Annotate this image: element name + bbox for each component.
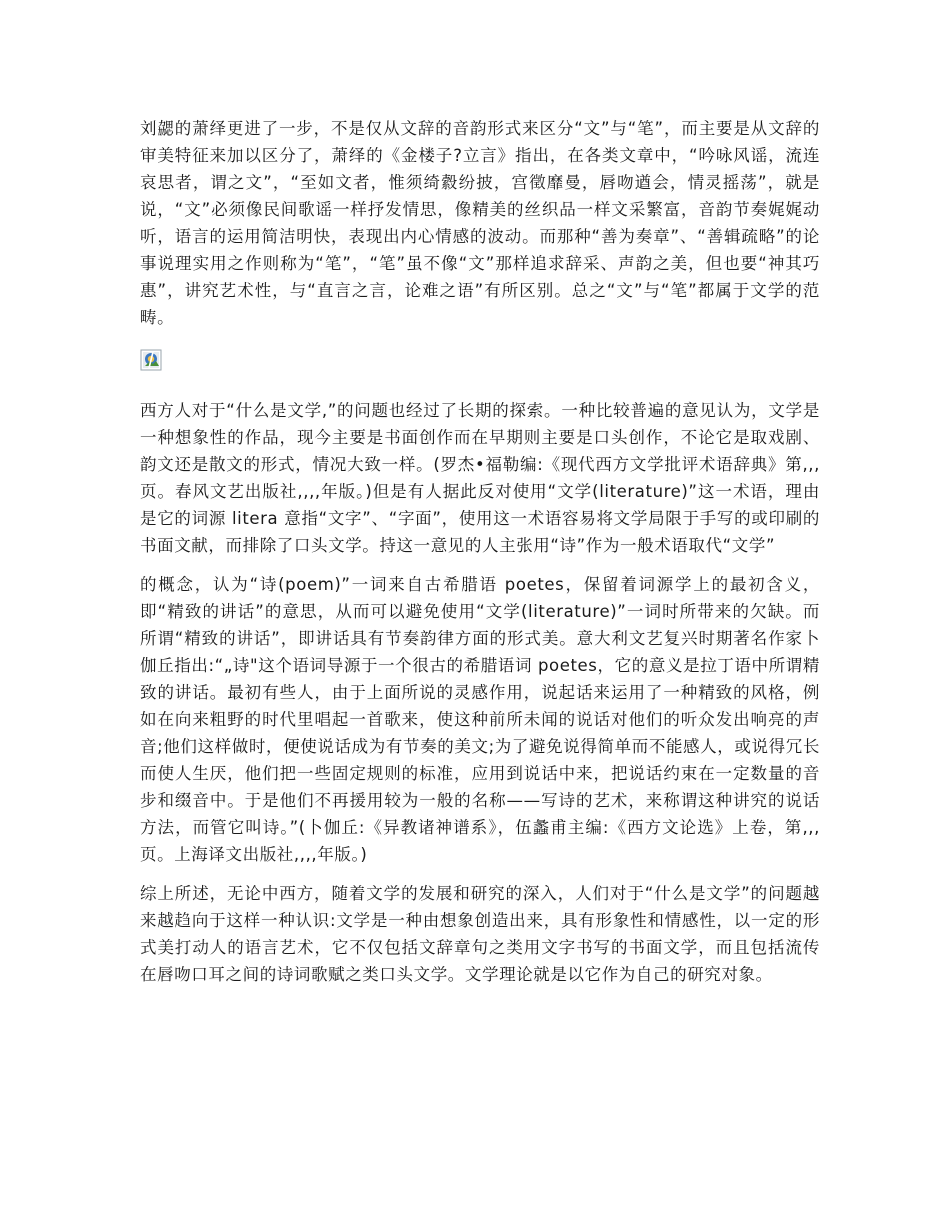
paragraph-conclusion: 综上所述，无论中西方，随着文学的发展和研究的深入，人们对于“什么是文学”的问题越来越趋向于这样一种认识:文学是一种由想象创造出来，具有形象性和情感性，以一定的形式美打动人的语言艺术，它不仅包括文辞章句之类用文字书写的书面文学，而且包括流传在唇吻口耳之间的诗词歌赋之类口头文学。文学理论就是以它作为自己的研究对象。 [140, 884, 820, 984]
paragraph-poetes: 的概念，认为“诗(poem)”一词来自古希腊语 poetes，保留着词源学上的最初含义，即“精致的讲话”的意思，从而可以避免使用“文学(literature)”一词时所带来的欠缺。而所谓“精致的讲话”，即讲话具有节奏韵律方面的形式美。意大利文艺复兴时期著名作家卜伽丘指出:“„诗"这个语词导源于一个很古的希腊语词 poetes，它的意义是拉丁语中所谓精致的讲话。最初有些人，由于上面所说的灵感作用，说起话来运用了一种精致的风格，例如在向来粗野的时代里唱起一首歌来，使这种前所未闻的说话对他们的听众发出响亮的声音;他们这样做时，便使说话成为有节奏的美文;为了避免说得简单而不能感人，或说得冗长而使人生厌，他们把一些固定规则的标准，应用到说话中来，把说话约束在一定数量的音步和缀音中。于是他们不再援用较为一般的名称——写诗的艺术，来称谓这种讲究的说话方法，而管它叫诗。”(卜伽丘:《异教诸神谱系》，伍蠡甫主编:《西方文论选》上卷，第,,,页。上海译文出版社,,,,年版。) [140, 575, 820, 864]
paragraph-western-view: 西方人对于“什么是文学,”的问题也经过了长期的探索。一种比较普遍的意见认为，文学是一种想象性的作品，现今主要是书面创作而在早期则主要是口头创作，不论它是取戏剧、韵文还是散文的形式，情况大致一样。(罗杰•福勒编:《现代西方文学批评术语辞典》第,,,页。春风文艺出版社,,,,年版。)但是有人据此反对使用“文学(literature)”这一术语，理由是它的词源 litera 意指“文字”、“字面”，使用这一术语容易将文学局限于手写的或印刷的书面文献，而排除了口头文学。持这一意见的人主张用“诗”作为一般术语取代“文学” [140, 401, 820, 555]
document-body [140, 115, 820, 988]
paragraph-wen-bi: 刘勰的萧绎更进了一步，不是仅从文辞的音韵形式来区分“文”与“笔”，而主要是从文辞的审美特征来加以区分了，萧绎的《金楼子?立言》指出，在各类文章中，“吟咏风谣，流连哀思者，谓之文”，“至如文者，惟须绮縠纷披，宫徵靡曼，唇吻遒会，情灵摇荡”，就是说，“文”必须像民间歌谣一样抒发情思，像精美的丝织品一样文采繁富，音韵节奏娓娓动听，语言的运用简洁明快，表现出内心情感的波动。而那种“善为奏章”、“善辑疏略”的论事说理实用之作则称为“笔”，“笔”虽不像“文”那样追求辞采、声韵之美，但也要“神其巧惠”，讲究艺术性，与“直言之言，论难之语”有所区别。总之“文”与“笔”都属于文学的范畴。 [140, 119, 820, 327]
broken-image-icon [140, 349, 162, 371]
